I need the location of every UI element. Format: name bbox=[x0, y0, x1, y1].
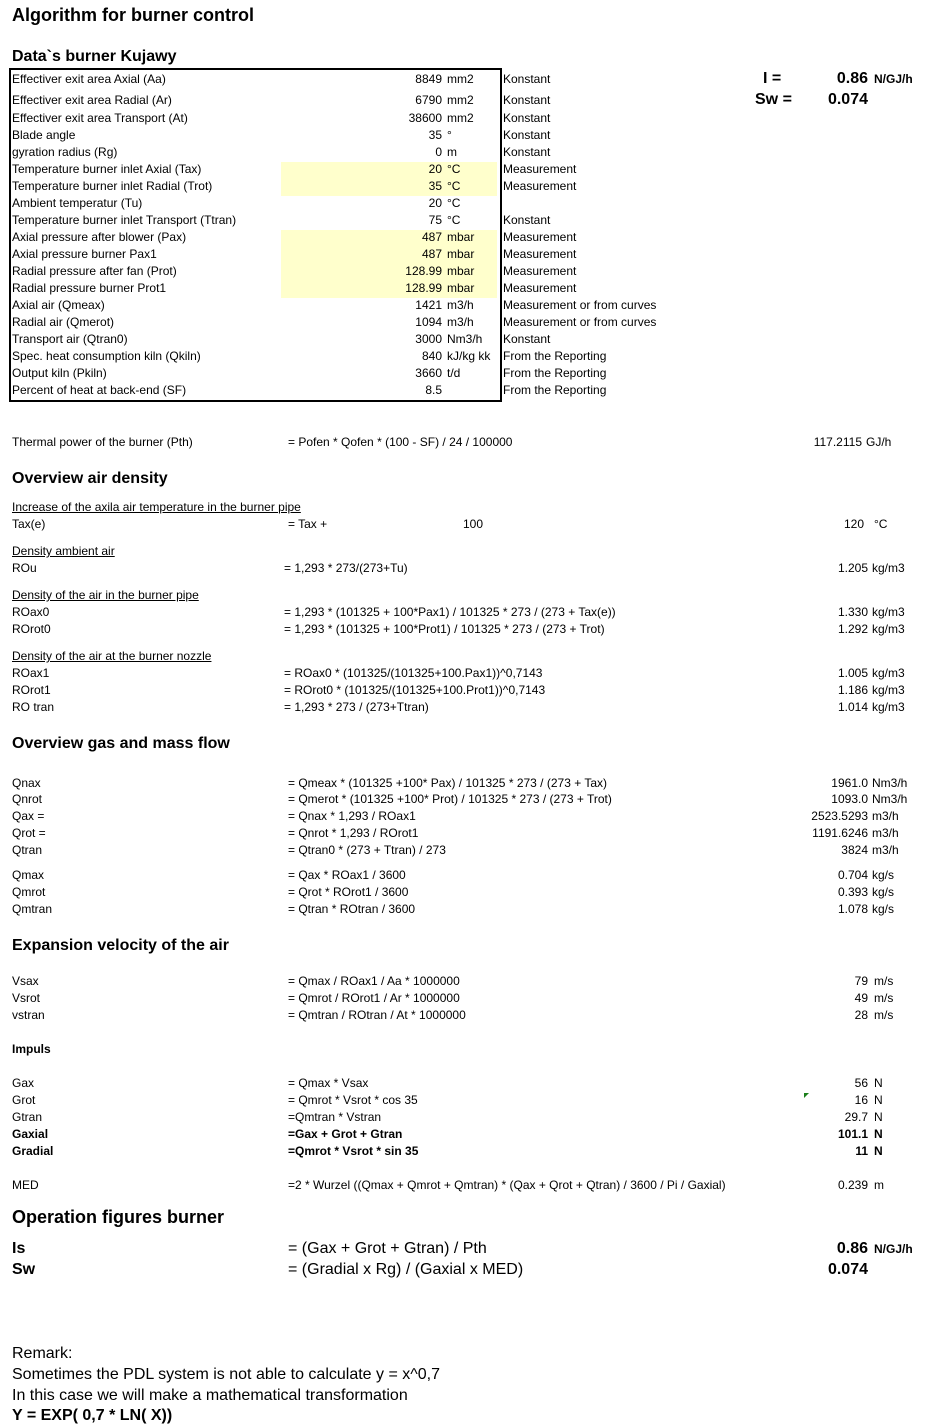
data-row-value: 75 bbox=[428, 213, 442, 227]
formula-row-label: ROrot0 bbox=[12, 622, 51, 636]
formula-row-value: 49 bbox=[854, 991, 868, 1005]
formula-row-value: 29.7 bbox=[844, 1110, 868, 1124]
data-row-note: From the Reporting bbox=[503, 366, 607, 380]
data-row-note: Measurement or from curves bbox=[503, 315, 657, 329]
formula-row-label: Gradial bbox=[12, 1144, 54, 1158]
formula-row-value: 2523.5293 bbox=[811, 809, 868, 823]
formula-row-formula: = Qmrot * Vsrot * cos 35 bbox=[288, 1093, 418, 1107]
formula-row-value: 56 bbox=[854, 1076, 868, 1090]
formula-row-label: Gax bbox=[12, 1076, 35, 1090]
formula-row-unit: m3/h bbox=[872, 809, 899, 823]
tax-formula: = Tax + bbox=[288, 517, 328, 531]
formula-row-value: 0.393 bbox=[837, 885, 868, 899]
data-row-label: Axial air (Qmeax) bbox=[12, 298, 105, 312]
data-row-unit: °C bbox=[447, 213, 461, 227]
data-row-note: Konstant bbox=[503, 128, 551, 142]
impuls-heading: Impuls bbox=[12, 1042, 51, 1056]
formula-row-formula: = Qnrot * 1,293 / ROrot1 bbox=[288, 826, 419, 840]
i-unit: N/GJ/h bbox=[874, 72, 913, 86]
formula-row-value: 1.014 bbox=[837, 700, 868, 714]
remark-title: Remark: bbox=[12, 1345, 73, 1362]
data-row-unit: °C bbox=[447, 179, 461, 193]
formula-row-formula: = Qnax * 1,293 / ROax1 bbox=[288, 809, 416, 823]
remark-line-1: Sometimes the PDL system is not able to calculate y = x^0,7 bbox=[12, 1366, 440, 1383]
data-row-value: 3000 bbox=[415, 332, 442, 346]
is-formula: = (Gax + Grot + Gtran) / Pth bbox=[288, 1240, 487, 1257]
formula-row-formula: = 1,293 * 273 / (273+Ttran) bbox=[284, 700, 429, 714]
data-row-value: 3660 bbox=[415, 366, 442, 380]
data-row-value: 6790 bbox=[415, 93, 442, 107]
data-row-note: Konstant bbox=[503, 332, 551, 346]
formula-row-unit: kg/m3 bbox=[872, 622, 905, 636]
density-heading: Overview air density bbox=[12, 470, 168, 487]
formula-row-unit: Nm3/h bbox=[872, 776, 908, 790]
data-row-unit: mbar bbox=[447, 264, 475, 278]
is-label: Is bbox=[12, 1240, 26, 1257]
data-row-unit: mbar bbox=[447, 230, 475, 244]
data-row-value: 8849 bbox=[415, 72, 442, 86]
data-row-unit: t/d bbox=[447, 366, 461, 380]
formula-row-value: 101.1 bbox=[837, 1127, 868, 1141]
formula-row-label: Vsax bbox=[12, 974, 39, 988]
formula-row-unit: m3/h bbox=[872, 826, 899, 840]
data-row-note: Measurement bbox=[503, 264, 577, 278]
formula-row-value: 1.186 bbox=[837, 683, 868, 697]
rou-unit: kg/m3 bbox=[872, 561, 905, 575]
formula-row-unit: N bbox=[874, 1093, 883, 1107]
formula-row-value: 11 bbox=[855, 1144, 868, 1158]
med-label: MED bbox=[12, 1178, 39, 1192]
formula-row-label: Qmtran bbox=[12, 902, 53, 916]
data-row-note: Konstant bbox=[503, 213, 551, 227]
formula-row-formula: = Qrot * ROrot1 / 3600 bbox=[288, 885, 409, 899]
formula-row-label: ROax0 bbox=[12, 605, 50, 619]
formula-row-label: Vsrot bbox=[12, 991, 41, 1005]
formula-row-label: ROax1 bbox=[12, 666, 50, 680]
data-row-label: Output kiln (Pkiln) bbox=[12, 366, 107, 380]
formula-row-formula: =Qmtran * Vstran bbox=[288, 1110, 382, 1124]
thermal-value: 117.2115 bbox=[813, 435, 862, 449]
formula-row-value: 3824 bbox=[841, 843, 868, 857]
tax-value: 120 bbox=[843, 517, 864, 531]
formula-row-formula: = Qmax / ROax1 / Aa * 1000000 bbox=[288, 974, 460, 988]
formula-row-formula: = Qmrot / ROrot1 / Ar * 1000000 bbox=[288, 991, 460, 1005]
data-row-unit: m bbox=[447, 145, 457, 159]
data-row-label: Effectiver exit area Transport (At) bbox=[12, 111, 188, 125]
is-value: 0.86 bbox=[836, 1240, 868, 1257]
rou-label: ROu bbox=[12, 561, 37, 575]
data-row-unit: m3/h bbox=[447, 298, 474, 312]
data-row-label: Radial pressure after fan (Prot) bbox=[12, 264, 177, 278]
gasflow-heading: Overview gas and mass flow bbox=[12, 735, 230, 752]
data-row-unit: mm2 bbox=[447, 72, 474, 86]
thermal-unit: GJ/h bbox=[866, 435, 892, 449]
formula-row-unit: m/s bbox=[874, 974, 894, 988]
formula-row-unit: N bbox=[874, 1110, 883, 1124]
data-row-value: 487 bbox=[421, 247, 442, 261]
data-row-note: Measurement bbox=[503, 281, 577, 295]
rou-formula: = 1,293 * 273/(273+Tu) bbox=[284, 561, 408, 575]
data-row-note: Konstant bbox=[503, 145, 551, 159]
velocity-heading: Expansion velocity of the air bbox=[12, 937, 229, 954]
formula-row-label: Gtran bbox=[12, 1110, 43, 1124]
formula-row-label: ROrot1 bbox=[12, 683, 51, 697]
formula-row-value: 1.330 bbox=[837, 605, 868, 619]
med-unit: m bbox=[874, 1178, 884, 1192]
data-row-value: 128.99 bbox=[405, 281, 442, 295]
formula-row-value: 28 bbox=[854, 1008, 868, 1022]
data-row-note: From the Reporting bbox=[503, 383, 607, 397]
sw-op-label: Sw bbox=[12, 1261, 36, 1278]
rou-value: 1.205 bbox=[837, 561, 868, 575]
sw-op-formula: = (Gradial x Rg) / (Gaxial x MED) bbox=[288, 1261, 524, 1278]
formula-row-label: Qax = bbox=[12, 809, 45, 823]
data-row-label: Effectiver exit area Radial (Ar) bbox=[12, 93, 172, 107]
med-value: 0.239 bbox=[837, 1178, 868, 1192]
data-row-value: 8.5 bbox=[425, 383, 442, 397]
data-row-label: Radial pressure burner Prot1 bbox=[12, 281, 167, 295]
data-row-unit: mm2 bbox=[447, 93, 474, 107]
density-sub-ambient: Density ambient air bbox=[12, 544, 115, 558]
density-sub-nozzle: Density of the air at the burner nozzle bbox=[12, 649, 212, 663]
formula-row-unit: N bbox=[874, 1127, 883, 1141]
formula-row-formula: = ROrot0 * (101325/(101325+100.Prot1))^0,7143 bbox=[284, 683, 546, 697]
data-row-value: 1421 bbox=[415, 298, 442, 312]
data-row-label: Transport air (Qtran0) bbox=[12, 332, 128, 346]
data-row-value: 38600 bbox=[408, 111, 442, 125]
formula-row-formula: = Qtran * ROtran / 3600 bbox=[288, 902, 416, 916]
formula-row-unit: N bbox=[874, 1144, 883, 1158]
data-row-label: Blade angle bbox=[12, 128, 76, 142]
formula-row-value: 1.005 bbox=[837, 666, 868, 680]
data-row-unit: m3/h bbox=[447, 315, 474, 329]
i-label: I = bbox=[763, 70, 782, 87]
formula-row-unit: kg/m3 bbox=[872, 683, 905, 697]
formula-row-label: Qmrot bbox=[12, 885, 46, 899]
data-row-note: Measurement or from curves bbox=[503, 298, 657, 312]
sw-op-value: 0.074 bbox=[827, 1261, 868, 1278]
formula-row-unit: m3/h bbox=[872, 843, 899, 857]
data-row-unit: °C bbox=[447, 162, 461, 176]
data-row-value: 20 bbox=[428, 162, 442, 176]
formula-row-unit: kg/s bbox=[872, 885, 895, 899]
data-row-label: Radial air (Qmerot) bbox=[12, 315, 115, 329]
data-row-unit: °C bbox=[447, 196, 461, 210]
formula-row-formula: = Qtran0 * (273 + Ttran) / 273 bbox=[288, 843, 446, 857]
formula-row-unit: kg/m3 bbox=[872, 666, 905, 680]
data-row-value: 35 bbox=[428, 179, 442, 193]
thermal-formula: = Pofen * Qofen * (100 - SF) / 24 / 100000 bbox=[288, 435, 513, 449]
data-row-label: gyration radius (Rg) bbox=[12, 145, 118, 159]
tax-add: 100 bbox=[463, 517, 484, 531]
data-row-note: Konstant bbox=[503, 93, 551, 107]
formula-row-formula: = Qmax * Vsax bbox=[288, 1076, 369, 1090]
formula-row-unit: Nm3/h bbox=[872, 792, 908, 806]
formula-row-unit: kg/s bbox=[872, 902, 895, 916]
data-row-note: Konstant bbox=[503, 72, 551, 86]
density-sub-pipe: Density of the air in the burner pipe bbox=[12, 588, 199, 602]
formula-row-value: 79 bbox=[854, 974, 868, 988]
data-row-label: Effectiver exit area Axial (Aa) bbox=[12, 72, 166, 86]
formula-row-label: Qnrot bbox=[12, 792, 43, 806]
formula-row-value: 1191.6246 bbox=[812, 826, 868, 840]
formula-row-unit: m/s bbox=[874, 1008, 894, 1022]
formula-row-unit: kg/s bbox=[872, 868, 895, 882]
data-row-label: Temperature burner inlet Transport (Ttran) bbox=[12, 213, 237, 227]
formula-row-unit: N bbox=[874, 1076, 883, 1090]
formula-row-formula: = Qax * ROax1 / 3600 bbox=[288, 868, 406, 882]
data-row-unit: ° bbox=[447, 128, 452, 142]
formula-row-formula: = Qmerot * (101325 +100* Prot) / 101325 * 273 / (273 + Trot) bbox=[288, 792, 612, 806]
formula-row-label: Gaxial bbox=[12, 1127, 49, 1141]
data-section-heading: Data`s burner Kujawy bbox=[12, 48, 177, 65]
formula-row-value: 16 bbox=[854, 1093, 868, 1107]
data-row-value: 20 bbox=[428, 196, 442, 210]
formula-row-unit: m/s bbox=[874, 991, 894, 1005]
data-row-value: 487 bbox=[421, 230, 442, 244]
formula-row-value: 1.078 bbox=[837, 902, 868, 916]
formula-row-formula: =Qmrot * Vsrot * sin 35 bbox=[288, 1144, 419, 1158]
formula-row-label: Qrot = bbox=[12, 826, 46, 840]
formula-row-formula: =Gax + Grot + Gtran bbox=[288, 1127, 403, 1141]
cell-comment-marker bbox=[804, 1093, 809, 1098]
tax-label: Tax(e) bbox=[12, 517, 46, 531]
remark-line-3: Y = EXP( 0,7 * LN( X)) bbox=[12, 1407, 173, 1424]
data-row-label: Temperature burner inlet Radial (Trot) bbox=[12, 179, 213, 193]
formula-row-value: 1961.0 bbox=[831, 776, 868, 790]
data-row-unit: mbar bbox=[447, 247, 475, 261]
data-row-note: Konstant bbox=[503, 111, 551, 125]
data-row-note: Measurement bbox=[503, 162, 577, 176]
med-formula: =2 * Wurzel ((Qmax + Qmrot + Qmtran) * (Qax + Qrot + Qtran) / 3600 / Pi / Gaxial) bbox=[288, 1178, 726, 1192]
tax-unit: °C bbox=[874, 517, 888, 531]
formula-row-formula: = 1,293 * (101325 + 100*Prot1) / 101325 * 273 / (273 + Trot) bbox=[284, 622, 605, 636]
formula-row-value: 0.704 bbox=[837, 868, 868, 882]
sw-value: 0.074 bbox=[827, 91, 868, 108]
page-title: Algorithm for burner control bbox=[12, 5, 254, 25]
data-row-label: Spec. heat consumption kiln (Qkiln) bbox=[12, 349, 201, 363]
density-sub-pipe-temp: Increase of the axila air temperature in the burner pipe bbox=[12, 500, 301, 514]
data-row-label: Percent of heat at back-end (SF) bbox=[12, 383, 187, 397]
formula-row-value: 1.292 bbox=[837, 622, 868, 636]
data-row-label: Axial pressure after blower (Pax) bbox=[12, 230, 187, 244]
data-row-label: Ambient temperatur (Tu) bbox=[12, 196, 143, 210]
data-row-unit: mm2 bbox=[447, 111, 474, 125]
data-row-unit: kJ/kg kk bbox=[447, 349, 491, 363]
is-unit: N/GJ/h bbox=[874, 1242, 913, 1256]
i-value: 0.86 bbox=[836, 70, 868, 87]
data-row-value: 128.99 bbox=[405, 264, 442, 278]
formula-row-value: 1093.0 bbox=[831, 792, 868, 806]
thermal-label: Thermal power of the burner (Pth) bbox=[12, 435, 193, 449]
formula-row-unit: kg/m3 bbox=[872, 605, 905, 619]
formula-row-label: vstran bbox=[12, 1008, 45, 1022]
formula-row-label: Qtran bbox=[12, 843, 43, 857]
data-row-unit: mbar bbox=[447, 281, 475, 295]
data-row-value: 0 bbox=[435, 145, 442, 159]
sw-label: Sw = bbox=[755, 91, 792, 108]
remark-line-2: In this case we will make a mathematical transformation bbox=[12, 1387, 408, 1404]
formula-row-formula: = 1,293 * (101325 + 100*Pax1) / 101325 * 273 / (273 + Tax(e)) bbox=[284, 605, 616, 619]
operation-heading: Operation figures burner bbox=[12, 1207, 225, 1227]
formula-row-label: Qnax bbox=[12, 776, 41, 790]
formula-row-label: Grot bbox=[12, 1093, 36, 1107]
data-row-value: 840 bbox=[421, 349, 442, 363]
data-row-note: Measurement bbox=[503, 179, 577, 193]
formula-row-unit: kg/m3 bbox=[872, 700, 905, 714]
formula-row-label: RO tran bbox=[12, 700, 55, 714]
data-row-value: 35 bbox=[428, 128, 442, 142]
data-row-unit: Nm3/h bbox=[447, 332, 483, 346]
formula-row-formula: = Qmeax * (101325 +100* Pax) / 101325 * 273 / (273 + Tax) bbox=[288, 776, 607, 790]
data-row-label: Axial pressure burner Pax1 bbox=[12, 247, 157, 261]
data-row-label: Temperature burner inlet Axial (Tax) bbox=[12, 162, 202, 176]
formula-row-formula: = ROax0 * (101325/(101325+100.Pax1))^0,7143 bbox=[284, 666, 543, 680]
data-row-note: From the Reporting bbox=[503, 349, 607, 363]
formula-row-formula: = Qmtran / ROtran / At * 1000000 bbox=[288, 1008, 466, 1022]
formula-row-label: Qmax bbox=[12, 868, 45, 882]
data-row-value: 1094 bbox=[415, 315, 442, 329]
data-row-note: Measurement bbox=[503, 230, 577, 244]
data-row-note: Measurement bbox=[503, 247, 577, 261]
